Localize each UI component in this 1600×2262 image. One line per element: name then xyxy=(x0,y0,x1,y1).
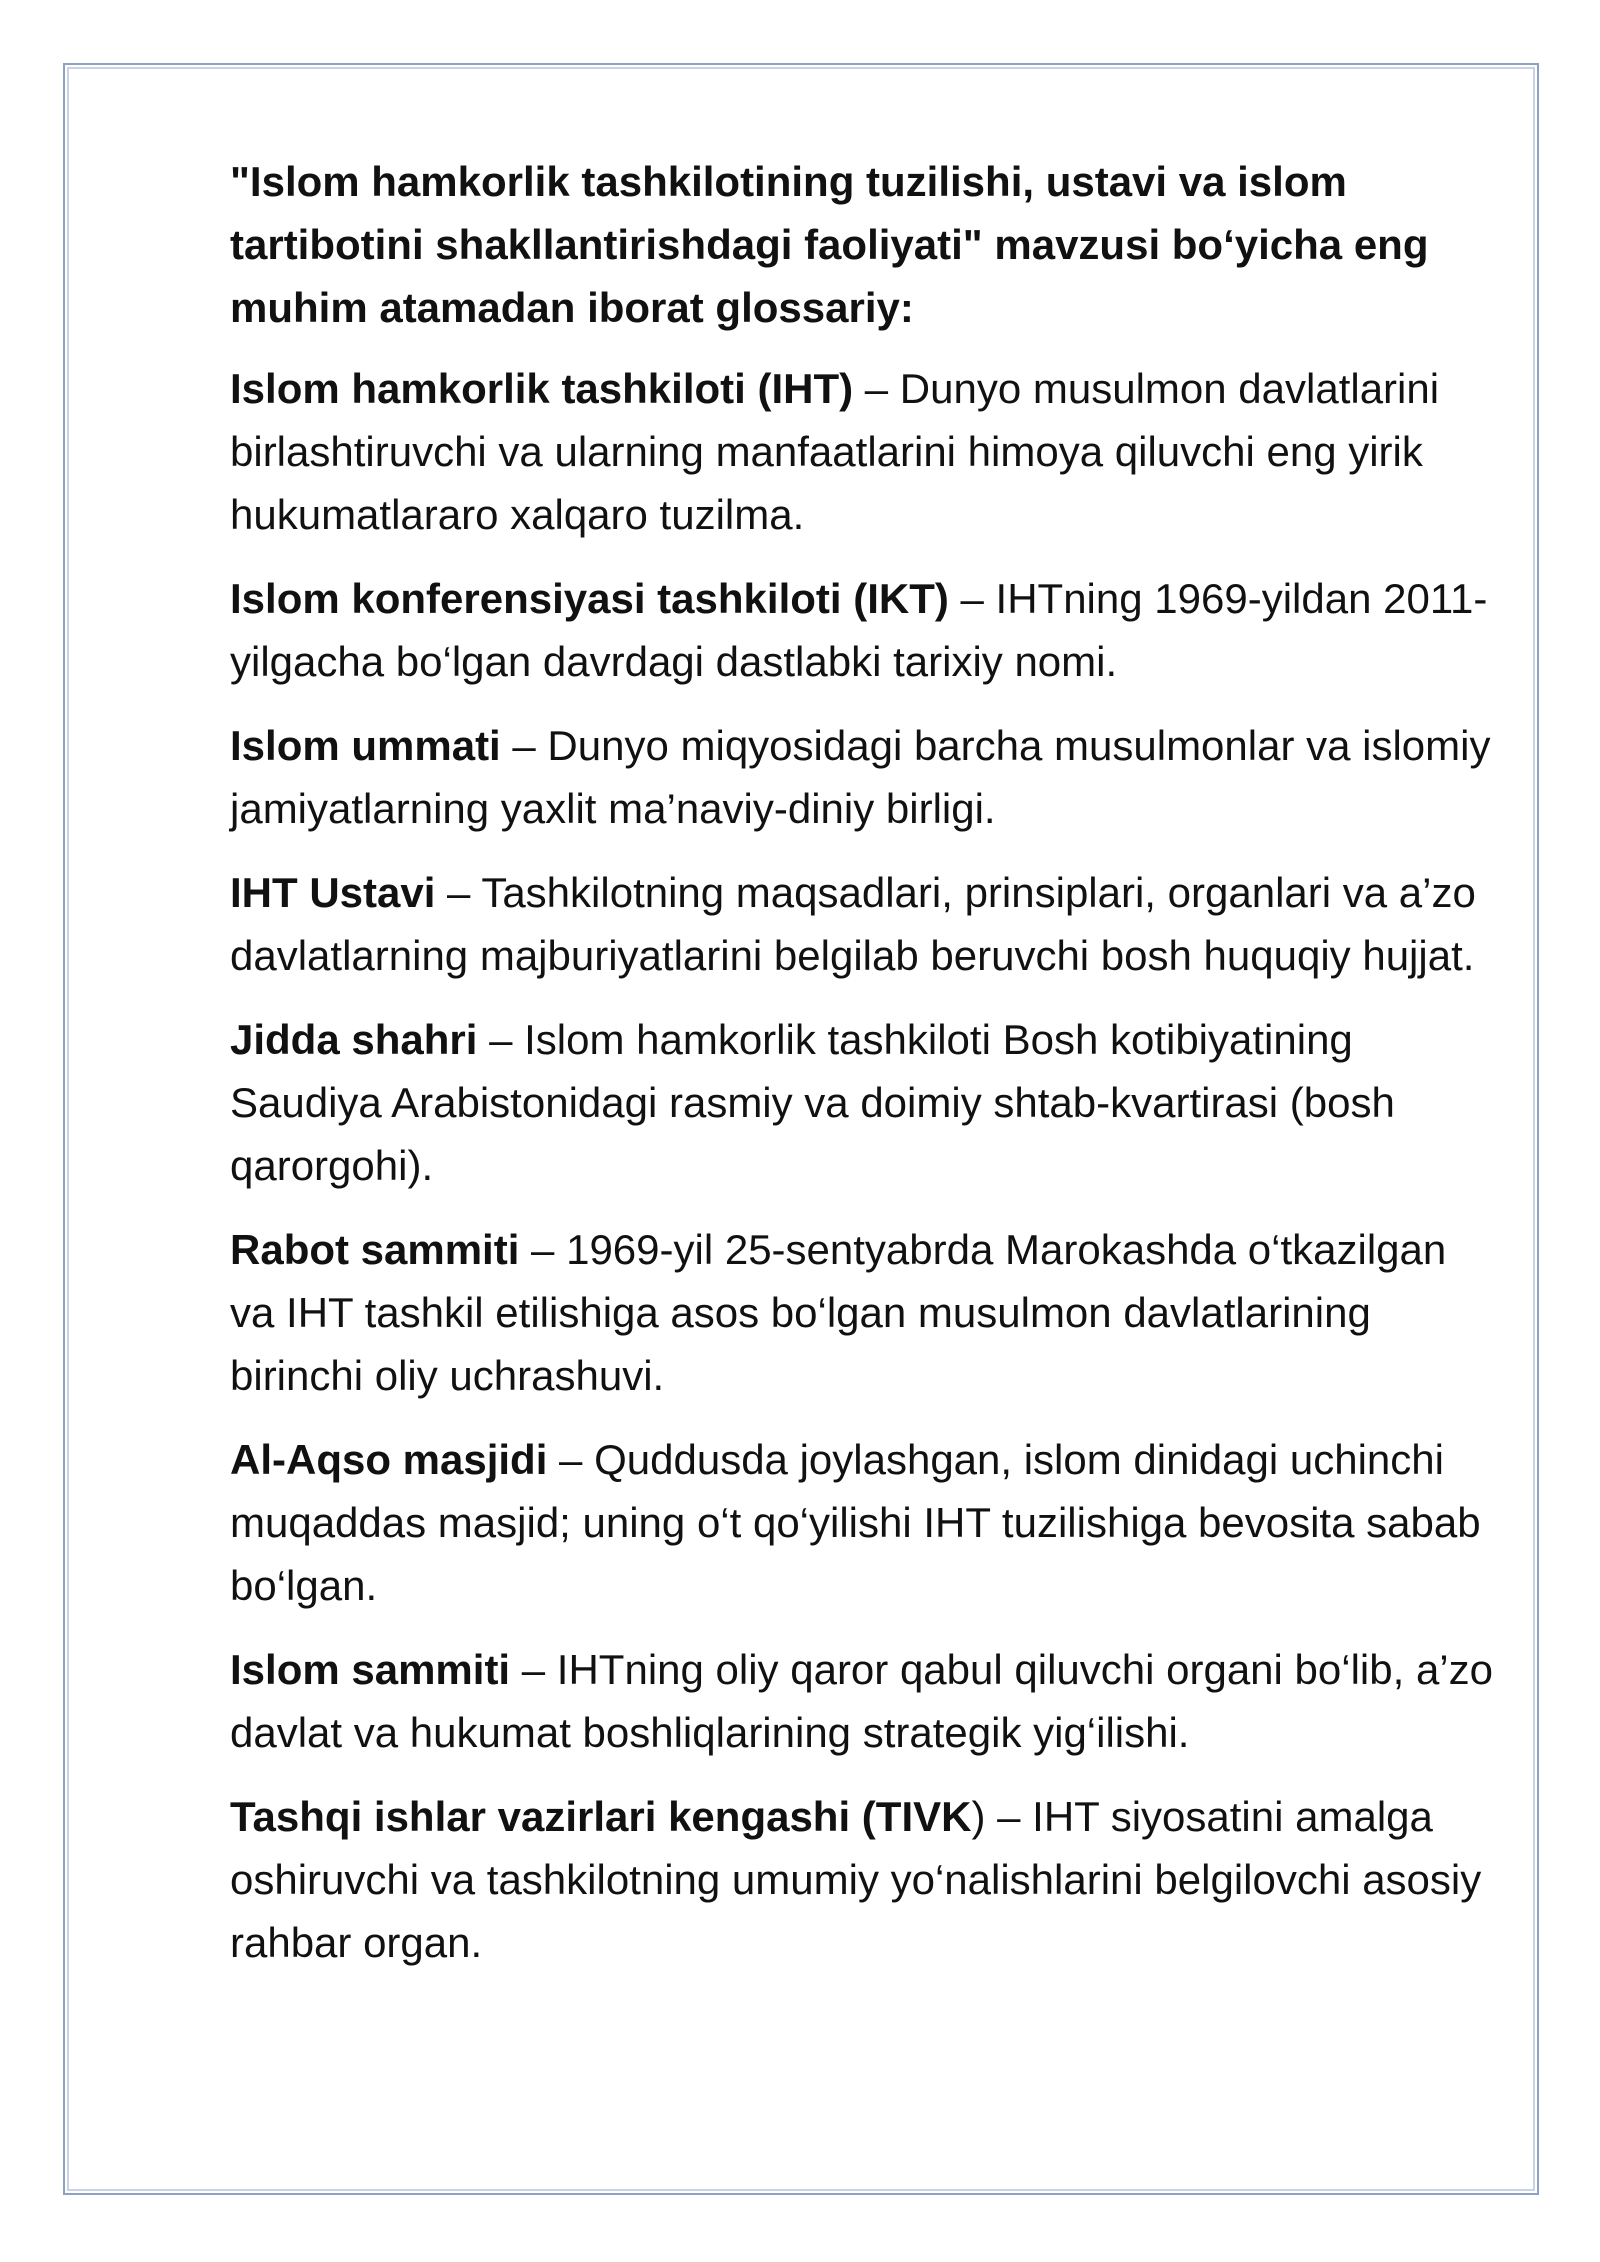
glossary-term: Rabot sammiti xyxy=(230,1226,520,1273)
glossary-definition: – Quddusda joylashgan, islom dinidagi uchinchi muqaddas masjid; uning o‘t qo‘yilishi IHT tuzilishiga bevosita sabab bo‘lgan. xyxy=(230,1436,1481,1609)
glossary-definition: – 1969-yil 25-sentyabrda Marokashda o‘tkazilgan va IHT tashkil etilishiga asos bo‘lgan musulmon davlatlarining birinchi oliy uchrashuvi. xyxy=(230,1226,1447,1399)
glossary-entry xyxy=(230,357,1500,546)
glossary-term: Jidda shahri xyxy=(230,1016,478,1063)
glossary-definition: – Tashkilotning maqsadlari, prinsiplari, organlari va a’zo davlatlarning majburiyatlarini belgilab beruvchi bosh huquqiy hujjat. xyxy=(230,869,1476,979)
glossary-term: IHT Ustavi xyxy=(230,869,436,916)
glossary-term: Islom konferensiyasi tashkiloti (IKT) xyxy=(230,575,949,622)
glossary-definition: – IHTning 1969-yildan 2011-yilgacha bo‘lgan davrdagi dastlabki tarixiy nomi. xyxy=(230,575,1488,685)
glossary-term: Al-Aqso masjidi xyxy=(230,1436,548,1483)
glossary-entry xyxy=(230,1218,1500,1407)
glossary-definition: ) – IHT siyosatini amalga oshiruvchi va tashkilotning umumiy yo‘nalishlarini belgilovchi asosiy rahbar organ. xyxy=(230,1793,1482,1966)
glossary-definition: – Dunyo musulmon davlatlarini birlashtiruvchi va ularning manfaatlarini himoya qiluvchi eng yirik hukumatlararo xalqaro tuzilma. xyxy=(230,365,1440,538)
glossary-definition: – Islom hamkorlik tashkiloti Bosh kotibiyatining Saudiya Arabistonidagi rasmiy va doimiy shtab-kvartirasi (bosh qarorgohi). xyxy=(230,1016,1395,1189)
glossary-document xyxy=(230,150,1500,1995)
glossary-term: Islom ummati xyxy=(230,722,501,769)
glossary-entry xyxy=(230,1428,1500,1617)
glossary-term: Islom hamkorlik tashkiloti (IHT) xyxy=(230,365,854,412)
glossary-term: Tashqi ishlar vazirlari kengashi (TIVK xyxy=(230,1793,972,1840)
glossary-entry xyxy=(230,1008,1500,1197)
glossary-heading: "Islom hamkorlik tashkilotining tuzilishi, ustavi va islom tartibotini shakllantirishdagi faoliyati" mavzusi bo‘yicha eng muhim atamadan iborat glossariy: xyxy=(230,158,1429,331)
glossary-entry xyxy=(230,1785,1500,1974)
glossary-definition: – IHTning oliy qaror qabul qiluvchi organi bo‘lib, a’zo davlat va hukumat boshliqlarining strategik yig‘ilishi. xyxy=(230,1646,1493,1756)
glossary-entry xyxy=(230,714,1500,840)
glossary-entry xyxy=(230,1638,1500,1764)
glossary-definition: – Dunyo miqyosidagi barcha musulmonlar va islomiy jamiyatlarning yaxlit ma’naviy-diniy birligi. xyxy=(230,722,1491,832)
glossary-entry xyxy=(230,567,1500,693)
glossary-entry xyxy=(230,861,1500,987)
glossary-term: Islom sammiti xyxy=(230,1646,511,1693)
